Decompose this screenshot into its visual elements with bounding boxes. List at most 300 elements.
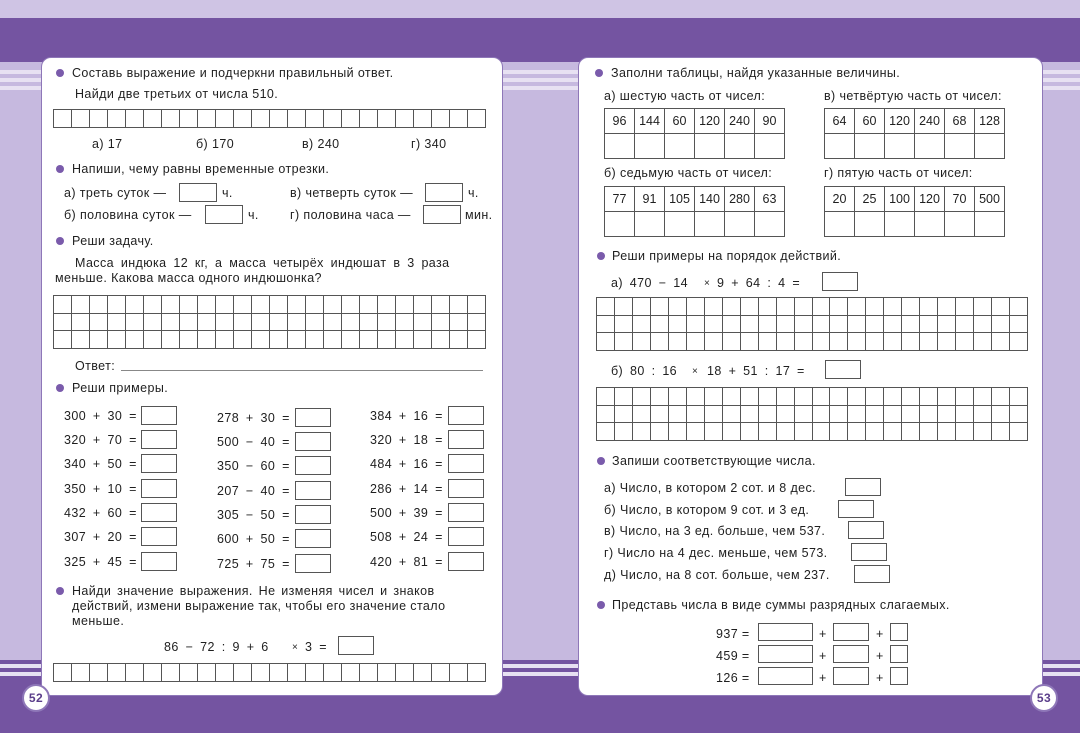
grid-cell[interactable] [1010,316,1028,334]
answer-box[interactable] [758,645,813,663]
grid-cell[interactable] [813,298,831,316]
grid-cell[interactable] [902,298,920,316]
grid-cell[interactable] [597,333,615,351]
grid-cell[interactable] [198,664,216,682]
option-c[interactable]: в) 240 [302,137,340,151]
grid-cell[interactable] [866,298,884,316]
grid-cell[interactable] [162,331,180,349]
grid-cell[interactable] [234,314,252,332]
grid-cell[interactable] [90,331,108,349]
table-answer-cell[interactable] [755,134,785,159]
grid-cell[interactable] [741,388,759,406]
grid-cell[interactable] [342,296,360,314]
grid-cell[interactable] [162,314,180,332]
grid-cell[interactable] [306,314,324,332]
grid-cell[interactable] [813,333,831,351]
grid-cell[interactable] [992,333,1010,351]
grid-cell[interactable] [669,316,687,334]
grid-cell[interactable] [324,296,342,314]
answer-box[interactable] [425,183,463,202]
grid-cell[interactable] [830,333,848,351]
answer-box[interactable] [141,454,177,473]
answer-box[interactable] [141,479,177,498]
grid-cell[interactable] [920,388,938,406]
grid-cell[interactable] [884,316,902,334]
grid-cell[interactable] [705,423,723,441]
grid-cell[interactable] [144,331,162,349]
grid-cell[interactable] [777,333,795,351]
grid-cell[interactable] [956,423,974,441]
grid-cell[interactable] [468,296,486,314]
grid-cell[interactable] [468,664,486,682]
grid-cell[interactable] [741,423,759,441]
grid-cell[interactable] [795,388,813,406]
grid-cell[interactable] [848,316,866,334]
grid-cell[interactable] [848,406,866,424]
answer-box[interactable] [833,667,869,685]
grid-cell[interactable] [795,316,813,334]
grid-cell[interactable] [270,296,288,314]
answer-box[interactable] [758,623,813,641]
grid-cell[interactable] [1010,298,1028,316]
grid-cell[interactable] [956,406,974,424]
grid-cell[interactable] [795,423,813,441]
grid-cell[interactable] [198,314,216,332]
answer-box[interactable] [295,432,331,451]
grid-cell[interactable] [992,406,1010,424]
answer-box[interactable] [890,645,908,663]
grid-cell[interactable] [669,298,687,316]
grid-cell[interactable] [884,423,902,441]
grid-cell[interactable] [180,296,198,314]
grid-cell[interactable] [795,298,813,316]
answer-box[interactable] [205,205,243,224]
grid-cell[interactable] [597,406,615,424]
grid-cell[interactable] [938,388,956,406]
grid-cell[interactable] [342,664,360,682]
grid-cell[interactable] [633,316,651,334]
grid-cell[interactable] [162,296,180,314]
grid-cell[interactable] [396,296,414,314]
grid-cell[interactable] [938,423,956,441]
grid-cell[interactable] [54,331,72,349]
grid-cell[interactable] [108,331,126,349]
grid-cell[interactable] [974,406,992,424]
grid-cell[interactable] [884,298,902,316]
grid-cell[interactable] [288,331,306,349]
grid-cell[interactable] [992,423,1010,441]
grid-cell[interactable] [252,296,270,314]
grid-cell[interactable] [777,406,795,424]
grid-cell[interactable] [651,388,669,406]
grid-cell[interactable] [759,388,777,406]
grid-cell[interactable] [342,331,360,349]
answer-box[interactable] [448,503,484,522]
grid-cell[interactable] [396,331,414,349]
grid-cell[interactable] [216,331,234,349]
answer-box[interactable] [848,521,884,539]
grid-cell[interactable] [759,423,777,441]
grid-cell[interactable] [342,314,360,332]
grid-cell[interactable] [414,664,432,682]
grid-cell[interactable] [633,406,651,424]
option-d[interactable]: г) 340 [411,137,447,151]
grid-cell[interactable] [687,388,705,406]
table-answer-cell[interactable] [975,134,1005,159]
grid-cell[interactable] [180,331,198,349]
grid-cell[interactable] [126,296,144,314]
grid-cell[interactable] [234,664,252,682]
answer-box[interactable] [448,527,484,546]
grid-cell[interactable] [378,296,396,314]
table-answer-cell[interactable] [855,134,885,159]
grid-cell[interactable] [1010,406,1028,424]
grid-cell[interactable] [777,298,795,316]
grid-cell[interactable] [270,110,288,128]
grid-cell[interactable] [414,110,432,128]
grid-cell[interactable] [615,298,633,316]
grid-cell[interactable] [938,406,956,424]
grid-cell[interactable] [288,664,306,682]
grid-cell[interactable] [72,664,90,682]
table-answer-cell[interactable] [945,212,975,237]
table-answer-cell[interactable] [885,134,915,159]
table-answer-cell[interactable] [825,134,855,159]
grid-cell[interactable] [54,110,72,128]
grid-cell[interactable] [126,110,144,128]
grid-cell[interactable] [597,423,615,441]
grid-cell[interactable] [450,296,468,314]
answer-box[interactable] [448,430,484,449]
grid-cell[interactable] [633,388,651,406]
table-answer-cell[interactable] [945,134,975,159]
grid-cell[interactable] [938,298,956,316]
grid-cell[interactable] [1010,333,1028,351]
grid-cell[interactable] [615,423,633,441]
solution-grid[interactable] [596,297,1028,351]
answer-box[interactable] [448,454,484,473]
grid-cell[interactable] [324,314,342,332]
grid-cell[interactable] [651,423,669,441]
grid-cell[interactable] [198,110,216,128]
grid-cell[interactable] [992,298,1010,316]
table-answer-cell[interactable] [605,134,635,159]
grid-cell[interactable] [813,406,831,424]
grid-cell[interactable] [723,423,741,441]
answer-box[interactable] [179,183,217,202]
grid-cell[interactable] [270,314,288,332]
grid-cell[interactable] [687,406,705,424]
grid-cell[interactable] [432,331,450,349]
grid-cell[interactable] [342,110,360,128]
grid-cell[interactable] [126,664,144,682]
grid-cell[interactable] [252,314,270,332]
grid-cell[interactable] [687,333,705,351]
table-answer-cell[interactable] [725,212,755,237]
grid-cell[interactable] [252,664,270,682]
grid-cell[interactable] [1010,388,1028,406]
grid-cell[interactable] [450,110,468,128]
grid-cell[interactable] [723,388,741,406]
grid-cell[interactable] [974,388,992,406]
grid-cell[interactable] [777,423,795,441]
grid-cell[interactable] [687,316,705,334]
grid-cell[interactable] [795,406,813,424]
grid-cell[interactable] [234,296,252,314]
table-answer-cell[interactable] [975,212,1005,237]
grid-cell[interactable] [360,296,378,314]
answer-box[interactable] [295,408,331,427]
grid-cell[interactable] [468,110,486,128]
grid-cell[interactable] [902,406,920,424]
grid-cell[interactable] [162,664,180,682]
grid-cell[interactable] [144,296,162,314]
grid-cell[interactable] [759,298,777,316]
grid-cell[interactable] [920,316,938,334]
grid-cell[interactable] [54,314,72,332]
grid-cell[interactable] [324,331,342,349]
grid-cell[interactable] [741,406,759,424]
grid-cell[interactable] [597,316,615,334]
option-a[interactable]: а) 17 [92,137,123,151]
answer-box[interactable] [758,667,813,685]
grid-cell[interactable] [1010,423,1028,441]
answer-box[interactable] [141,503,177,522]
grid-cell[interactable] [687,298,705,316]
answer-box[interactable] [833,645,869,663]
grid-cell[interactable] [938,333,956,351]
grid-cell[interactable] [252,110,270,128]
grid-cell[interactable] [90,296,108,314]
grid-cell[interactable] [902,333,920,351]
grid-cell[interactable] [162,110,180,128]
grid-cell[interactable] [90,664,108,682]
answer-box[interactable] [845,478,881,496]
grid-cell[interactable] [615,333,633,351]
grid-cell[interactable] [180,314,198,332]
grid-cell[interactable] [54,296,72,314]
grid-cell[interactable] [615,388,633,406]
grid-cell[interactable] [360,314,378,332]
grid-cell[interactable] [54,664,72,682]
answer-box[interactable] [854,565,890,583]
grid-cell[interactable] [669,423,687,441]
grid-cell[interactable] [615,316,633,334]
grid-cell[interactable] [198,331,216,349]
grid-cell[interactable] [705,316,723,334]
grid-cell[interactable] [378,110,396,128]
grid-cell[interactable] [324,664,342,682]
answer-box[interactable] [295,554,331,573]
table-answer-cell[interactable] [695,212,725,237]
grid-cell[interactable] [848,423,866,441]
grid-cell[interactable] [884,388,902,406]
grid-cell[interactable] [651,406,669,424]
grid-cell[interactable] [956,298,974,316]
table-answer-cell[interactable] [695,134,725,159]
grid-cell[interactable] [956,333,974,351]
grid-cell[interactable] [378,664,396,682]
grid-cell[interactable] [884,406,902,424]
grid-cell[interactable] [360,110,378,128]
grid-cell[interactable] [450,664,468,682]
answer-line[interactable] [121,370,483,371]
table-answer-cell[interactable] [665,212,695,237]
grid-cell[interactable] [396,664,414,682]
grid-cell[interactable] [306,110,324,128]
grid-cell[interactable] [108,664,126,682]
grid-cell[interactable] [90,110,108,128]
grid-cell[interactable] [974,298,992,316]
grid-cell[interactable] [651,333,669,351]
grid-cell[interactable] [651,316,669,334]
grid-cell[interactable] [72,296,90,314]
grid-cell[interactable] [920,298,938,316]
grid-cell[interactable] [615,406,633,424]
answer-cell-row[interactable] [53,109,486,128]
answer-box[interactable] [825,360,861,379]
solution-grid[interactable] [596,387,1028,441]
grid-cell[interactable] [813,316,831,334]
grid-cell[interactable] [687,423,705,441]
grid-cell[interactable] [72,110,90,128]
answer-box[interactable] [448,479,484,498]
answer-box[interactable] [890,623,908,641]
grid-cell[interactable] [705,333,723,351]
answer-box[interactable] [295,529,331,548]
table-answer-cell[interactable] [635,212,665,237]
grid-cell[interactable] [72,331,90,349]
grid-cell[interactable] [396,110,414,128]
grid-cell[interactable] [597,298,615,316]
grid-cell[interactable] [669,333,687,351]
table-answer-cell[interactable] [885,212,915,237]
grid-cell[interactable] [777,316,795,334]
grid-cell[interactable] [597,388,615,406]
grid-cell[interactable] [378,331,396,349]
grid-cell[interactable] [414,314,432,332]
grid-cell[interactable] [902,388,920,406]
table-answer-cell[interactable] [915,212,945,237]
grid-cell[interactable] [432,314,450,332]
table-answer-cell[interactable] [915,134,945,159]
grid-cell[interactable] [360,664,378,682]
grid-cell[interactable] [830,406,848,424]
answer-cell-row[interactable] [53,663,486,682]
grid-cell[interactable] [450,314,468,332]
table-answer-cell[interactable] [855,212,885,237]
grid-cell[interactable] [848,333,866,351]
grid-cell[interactable] [902,423,920,441]
grid-cell[interactable] [432,296,450,314]
answer-box[interactable] [423,205,461,224]
grid-cell[interactable] [669,388,687,406]
grid-cell[interactable] [633,423,651,441]
grid-cell[interactable] [306,331,324,349]
grid-cell[interactable] [432,110,450,128]
grid-cell[interactable] [216,296,234,314]
grid-cell[interactable] [956,316,974,334]
grid-cell[interactable] [234,331,252,349]
grid-cell[interactable] [288,314,306,332]
answer-box[interactable] [890,667,908,685]
grid-cell[interactable] [414,296,432,314]
solution-grid[interactable] [53,295,486,349]
grid-cell[interactable] [813,423,831,441]
grid-cell[interactable] [848,388,866,406]
grid-cell[interactable] [324,110,342,128]
grid-cell[interactable] [866,388,884,406]
grid-cell[interactable] [974,316,992,334]
grid-cell[interactable] [741,333,759,351]
grid-cell[interactable] [198,296,216,314]
table-answer-cell[interactable] [725,134,755,159]
answer-box[interactable] [838,500,874,518]
grid-cell[interactable] [126,314,144,332]
grid-cell[interactable] [759,406,777,424]
grid-cell[interactable] [777,388,795,406]
grid-cell[interactable] [830,298,848,316]
answer-box[interactable] [833,623,869,641]
grid-cell[interactable] [651,298,669,316]
grid-cell[interactable] [450,331,468,349]
grid-cell[interactable] [866,406,884,424]
grid-cell[interactable] [144,664,162,682]
answer-box[interactable] [295,505,331,524]
grid-cell[interactable] [270,664,288,682]
grid-cell[interactable] [360,331,378,349]
grid-cell[interactable] [180,110,198,128]
grid-cell[interactable] [180,664,198,682]
grid-cell[interactable] [884,333,902,351]
grid-cell[interactable] [288,110,306,128]
table-answer-cell[interactable] [825,212,855,237]
grid-cell[interactable] [216,314,234,332]
grid-cell[interactable] [705,388,723,406]
answer-box[interactable] [448,552,484,571]
grid-cell[interactable] [306,296,324,314]
grid-cell[interactable] [992,316,1010,334]
answer-box[interactable] [141,406,177,425]
table-answer-cell[interactable] [605,212,635,237]
grid-cell[interactable] [414,331,432,349]
answer-box[interactable] [448,406,484,425]
grid-cell[interactable] [234,110,252,128]
answer-box[interactable] [338,636,374,655]
grid-cell[interactable] [705,406,723,424]
answer-box[interactable] [851,543,887,561]
answer-box[interactable] [141,527,177,546]
grid-cell[interactable] [938,316,956,334]
grid-cell[interactable] [108,314,126,332]
grid-cell[interactable] [252,331,270,349]
grid-cell[interactable] [723,298,741,316]
grid-cell[interactable] [144,314,162,332]
table-answer-cell[interactable] [665,134,695,159]
grid-cell[interactable] [759,333,777,351]
grid-cell[interactable] [306,664,324,682]
grid-cell[interactable] [633,298,651,316]
grid-cell[interactable] [795,333,813,351]
grid-cell[interactable] [396,314,414,332]
grid-cell[interactable] [144,110,162,128]
grid-cell[interactable] [705,298,723,316]
answer-box[interactable] [141,430,177,449]
grid-cell[interactable] [920,406,938,424]
grid-cell[interactable] [830,316,848,334]
grid-cell[interactable] [468,331,486,349]
grid-cell[interactable] [288,296,306,314]
